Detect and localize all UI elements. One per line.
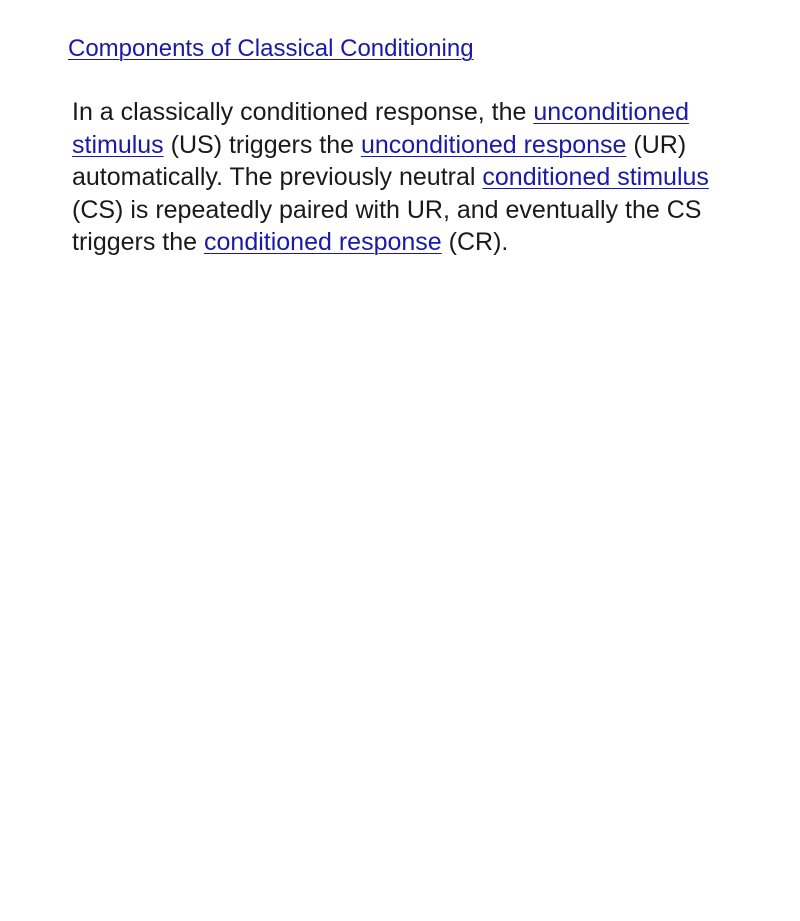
page-title-link[interactable]: Components of Classical Conditioning [68,35,474,62]
unconditioned-stimulus-link[interactable]: unconditioned stimulus [72,98,690,159]
paragraph-text-2: (US) triggers the [163,130,361,159]
paragraph-text-5: (CR). [441,228,509,257]
definition-paragraph [72,96,762,259]
paragraph-text-1: In a classically conditioned response, the [72,98,534,126]
paragraph-text-4: (CS) is repeatedly paired with UR, and eventually the CS triggers the [72,195,702,257]
paragraph-text-3: (UR) automatically. The previously neutral [72,130,687,192]
conditioned-response-link[interactable]: conditioned response [204,228,442,257]
conditioned-stimulus-link[interactable]: conditioned stimulus [482,163,709,192]
unconditioned-response-link[interactable]: unconditioned response [360,130,627,159]
